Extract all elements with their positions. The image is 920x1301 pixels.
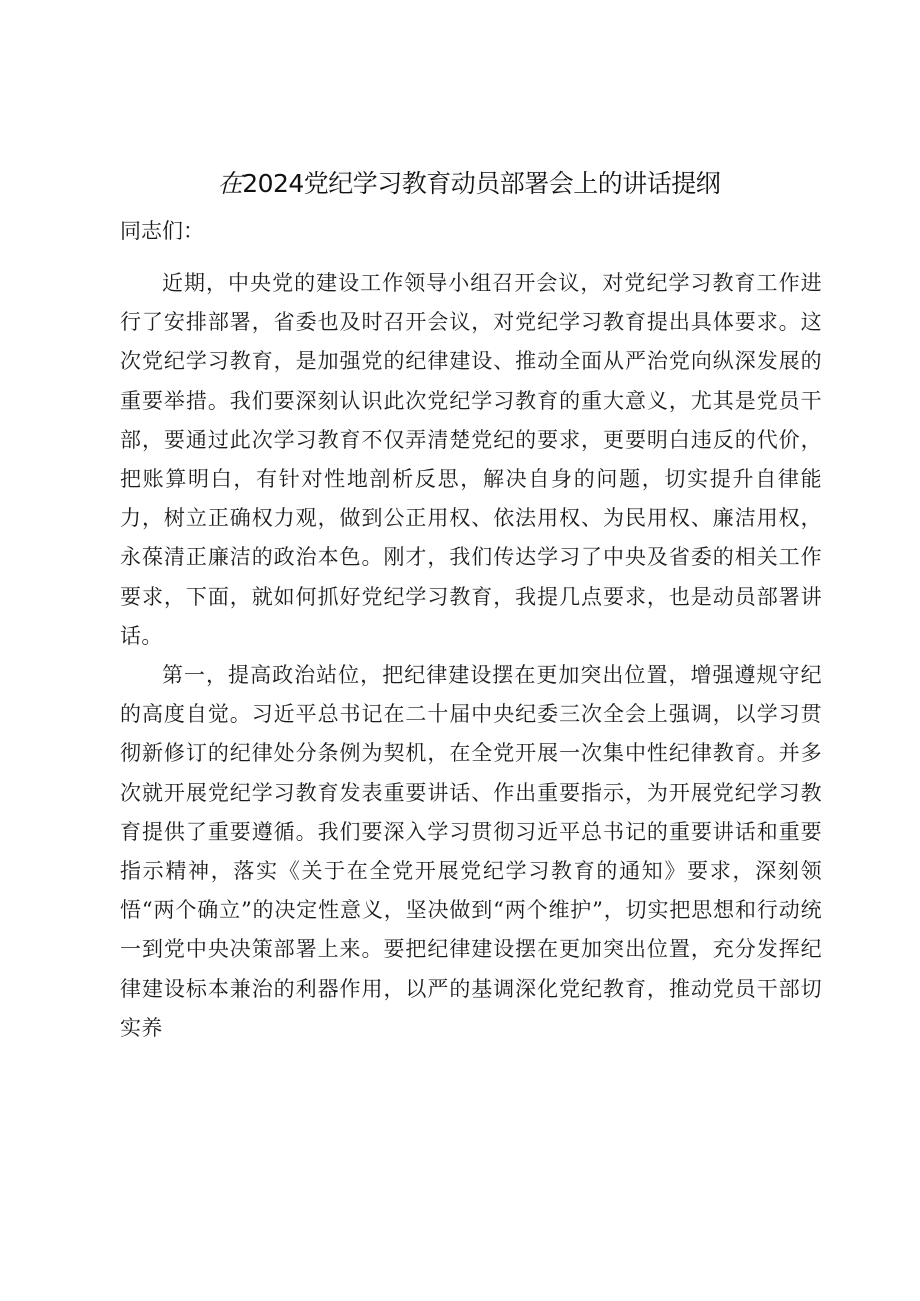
title-text: 2024党纪学习教育动员部署会上的讲话提纲 <box>242 169 721 198</box>
paragraph-intro: 近期，中央党的建设工作领导小组召开会议，对党纪学习教育工作进行了安排部署，省委也及时召开会议，对党纪学习教育提出具体要求。这次党纪学习教育，是加强党的纪律建设、推动全面从严治党向纵深发展的重要举措。我们要深刻认识此次党纪学习教育的重大意义，尤其是党员干部，要通过此次学习教育不仅弄清楚党纪的要求，更要明白违反的代价，把账算明白，有针对性地剖析反思，解决自身的问题，切实提升自律能力，树立正确权力观，做到公正用权、依法用权、为民用权、廉洁用权，永葆清正廉洁的政治本色。刚才，我们传达学习了中央及省委的相关工作要求，下面，就如何抓好党纪学习教育，我提几点要求，也是动员部署讲话。 <box>120 271 822 648</box>
document-title <box>0 166 920 202</box>
document-body <box>120 264 822 1048</box>
title-lead-char: 在 <box>217 169 243 198</box>
salutation: 同志们： <box>120 219 204 243</box>
paragraph-first-point: 第一，提高政治站位，把纪律建设摆在更加突出位置，增强遵规守纪的高度自觉。习近平总书记在二十届中央纪委三次全会上强调，以学习贯彻新修订的纪律处分条例为契机，在全党开展一次集中性纪律教育。并多次就开展党纪学习教育发表重要讲话、作出重要指示，为开展党纪学习教育提供了重要遵循。我们要深入学习贯彻习近平总书记的重要讲话和重要指示精神，落实《关于在全党开展党纪学习教育的通知》要求，深刻领悟“两个确立”的决定性意义，坚决做到“两个维护”，切实把思想和行动统一到党中央决策部署上来。要把纪律建设摆在更加突出位置，充分发挥纪律建设标本兼治的利器作用，以严的基调深化党纪教育，推动党员干部切实养 <box>120 663 822 1040</box>
